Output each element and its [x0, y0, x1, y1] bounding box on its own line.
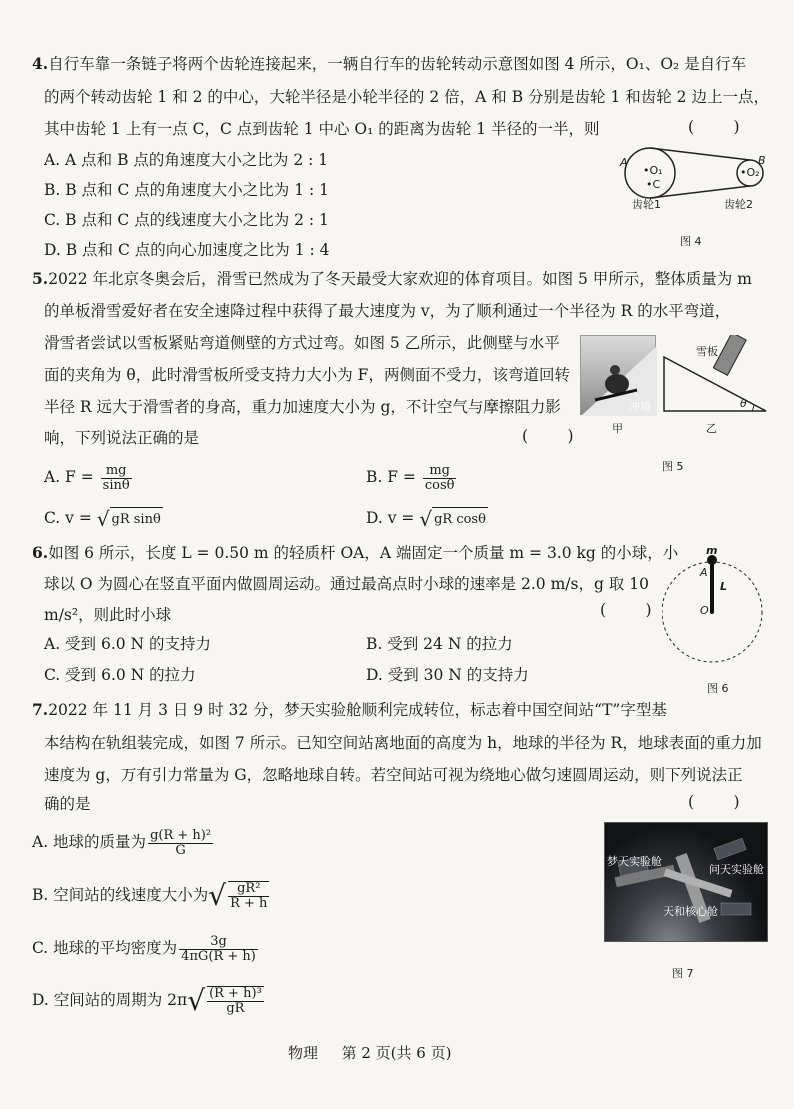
figure-4-caption: 图 4	[680, 235, 702, 248]
question-text: 本结构在轨组装完成，如图 7 所示。已知空间站离地面的高度为 h，地球的半径为 R，地球表面的重力加	[44, 734, 762, 752]
option-c: C. B 点和 C 点的线速度大小之比为 2 : 1	[44, 211, 329, 229]
theta-label: θ	[740, 397, 747, 410]
page-number: 第 2 页(共 6 页)	[341, 1044, 452, 1062]
figure-5-photo	[580, 335, 656, 415]
option-a: A. A 点和 B 点的角速度大小之比为 2 : 1	[44, 151, 329, 169]
option-d: D. B 点和 C 点的向心加速度之比为 1 : 4	[44, 241, 330, 259]
option-c	[44, 506, 163, 532]
question-text: 2022 年北京冬奥会后，滑雪已然成为了冬天最受大家欢迎的体育项目。如图 5 甲所示，整体质量为 m	[48, 270, 752, 288]
question-text: 如图 6 所示，长度 L = 0.50 m 的轻质杆 OA，A 端固定一个质量 m = 3.0 kg 的小球，小	[48, 544, 679, 562]
gear-1-label: 齿轮1	[632, 198, 661, 211]
figure-4-gears	[610, 140, 780, 240]
radical-sign: √	[419, 507, 433, 531]
mass-label: m	[706, 544, 718, 557]
option-c: C. 受到 6.0 N 的拉力	[44, 666, 196, 684]
tianhe-label: 天和核心舱	[663, 905, 718, 918]
fraction-denominator: R + h	[230, 896, 268, 911]
option-label: D. 空间站的周期为 2π	[32, 991, 188, 1009]
question-text: 响，下列说法正确的是	[44, 429, 200, 447]
answer-paren: ( )	[600, 601, 652, 619]
radicand: gR sinθ	[110, 507, 163, 532]
option-b: B. B 点和 C 点的角速度大小之比为 1 : 1	[44, 181, 330, 199]
fraction-numerator: mg	[101, 464, 132, 479]
option-label: A. F =	[44, 468, 99, 486]
figure-5-jia: 甲	[612, 422, 623, 435]
wall-label: 冲墙	[629, 400, 651, 413]
subject-label: 物理	[288, 1044, 319, 1062]
question-text: 的两个转动齿轮 1 和 2 的中心，大轮半径是小轮半径的 2 倍，A 和 B 分别是齿轮 1 和齿轮 2 边上一点，	[44, 88, 769, 106]
question-number: 6.	[32, 543, 49, 562]
fraction-denominator: 4πG(R + h)	[181, 948, 256, 964]
figure-5-caption: 图 5	[662, 460, 684, 473]
option-a	[32, 822, 215, 862]
question-text: 2022 年 11 月 3 日 9 时 32 分，梦天实验舱顺利完成转位，标志着中国空间站“T”字型基	[48, 701, 667, 719]
option-d: D. 受到 30 N 的支持力	[366, 666, 529, 684]
radical-sign: √	[187, 984, 206, 1017]
figure-5-yi: 乙	[706, 422, 717, 435]
fraction-denominator: gR	[226, 1001, 245, 1016]
footer	[288, 1042, 451, 1063]
gear-2-label: 齿轮2	[724, 198, 753, 211]
question-text: 速度为 g，万有引力常量为 G，忽略地球自转。若空间站可视为绕地心做匀速圆周运动，则下列说法正	[44, 766, 743, 784]
wentian-label: 问天实验舱	[709, 863, 764, 876]
question-text: m/s²，则此时小球	[44, 606, 172, 624]
question-text: 面的夹角为 θ，此时滑雪板所受支持力大小为 F，两侧面不受力，该弯道回转	[44, 366, 570, 384]
option-b	[32, 875, 271, 916]
option-b	[366, 460, 458, 494]
label-o1: •O₁	[643, 164, 663, 177]
radical-sign: √	[96, 507, 110, 531]
fraction-numerator: mg	[423, 464, 457, 479]
question-text: 滑雪者尝试以雪板紧贴弯道侧壁的方式过弯。如图 5 乙所示，此侧壁与水平	[44, 334, 560, 352]
fraction-numerator: (R + h)³	[209, 986, 262, 1001]
fraction-numerator: g(R + h)²	[150, 827, 212, 843]
option-a: A. 受到 6.0 N 的支持力	[44, 635, 212, 653]
option-d	[32, 980, 266, 1021]
fraction-denominator: sinθ	[102, 477, 130, 493]
question-text: 球以 O 为圆心在竖直平面内做圆周运动。通过最高点时小球的速率是 2.0 m/s，g 取 10	[44, 575, 649, 593]
figure-6-caption: 图 6	[707, 682, 729, 695]
option-label: B. F =	[366, 468, 421, 486]
point-a-label: A	[700, 566, 708, 579]
option-label: B. 空间站的线速度大小为	[32, 886, 209, 904]
option-label: C. 地球的平均密度为	[32, 939, 178, 957]
question-number: 4.	[32, 54, 49, 73]
question-text: 其中齿轮 1 上有一点 C，C 点到齿轮 1 中心 O₁ 的距离为齿轮 1 半径的一半，则	[44, 120, 600, 138]
figure-7-photo	[604, 822, 768, 942]
answer-paren: ( )	[688, 118, 740, 136]
question-text: 的单板滑雪爱好者在安全速降过程中获得了最大速度为 v，为了顺利通过一个半径为 R 的水平弯道，	[44, 302, 731, 320]
option-d	[366, 506, 488, 532]
fraction-numerator: gR²	[228, 882, 269, 897]
radical-sign: √	[208, 879, 227, 912]
question-text: 自行车靠一条链子将两个齿轮连接起来，一辆自行车的齿轮转动示意图如图 4 所示，O₁、O₂ 是自行车	[48, 55, 747, 73]
fraction-numerator: 3g	[179, 935, 258, 950]
figure-7-caption: 图 7	[672, 967, 694, 980]
question-text: 半径 R 远大于滑雪者的身高，重力加速度大小为 g，不计空气与摩擦阻力影	[44, 398, 561, 416]
label-c: •C	[646, 178, 661, 191]
option-label: D. v =	[366, 509, 420, 527]
question-text: 确的是	[44, 795, 91, 813]
question-number: 5.	[32, 269, 49, 288]
circular-motion-diagram	[662, 546, 772, 676]
question-number: 7.	[32, 700, 49, 719]
space-station-image	[605, 823, 768, 942]
radicand: gR cosθ	[432, 507, 488, 532]
option-b: B. 受到 24 N 的拉力	[366, 635, 513, 653]
answer-paren: ( )	[688, 793, 740, 811]
label-b: B	[758, 154, 766, 167]
option-label: C. v =	[44, 509, 97, 527]
label-o2: •O₂	[740, 166, 760, 179]
option-a	[44, 460, 134, 494]
length-label: L	[720, 580, 728, 593]
origin-label: O	[700, 604, 709, 617]
figure-5-diagram	[660, 335, 772, 417]
fraction-denominator: cosθ	[424, 477, 455, 493]
option-label: A. 地球的质量为	[32, 833, 147, 851]
board-label: 雪板	[696, 345, 718, 358]
fraction-denominator: G	[175, 842, 186, 858]
mengtian-label: 梦天实验舱	[607, 855, 662, 868]
label-a: A	[620, 156, 628, 169]
figure-6-circle	[662, 546, 772, 676]
option-c	[32, 928, 260, 968]
answer-paren: ( )	[522, 427, 574, 445]
